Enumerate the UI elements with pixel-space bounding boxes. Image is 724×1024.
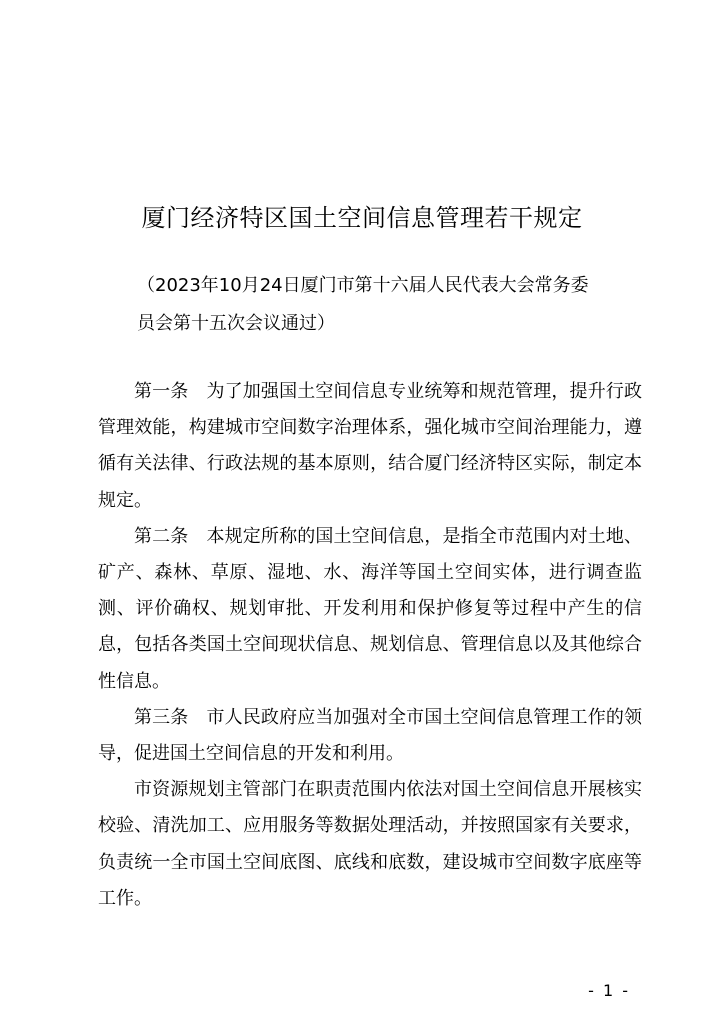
document-title: 厦门经济特区国土空间信息管理若干规定: [141, 204, 583, 232]
article-1: [98, 374, 642, 519]
article-1-text: 为了加强国土空间信息专业统筹和规范管理，提升行政管理效能，构建城市空间数字治理体系，强化城市空间治理能力，遵循有关法律、行政法规的基本原则，结合厦门经济特区实际，制定本规定。: [98, 381, 643, 511]
document-body: [98, 374, 642, 917]
article-3-text: 市人民政府应当加强对全市国土空间信息管理工作的领导，促进国土空间信息的开发和利用。: [98, 706, 643, 765]
article-2-text: 本规定所称的国土空间信息，是指全市范围内对土地、矿产、森林、草原、湿地、水、海洋等国土空间实体，进行调查监测、评价确权、规划审批、开发利用和保护修复等过程中产生的信息，包括各类国土空间现状信息、规划信息、管理信息以及其他综合性信息。: [98, 525, 643, 692]
article-3-paragraph-2: [98, 772, 642, 917]
article-1-heading: 第一条: [134, 381, 189, 402]
article-3: [98, 700, 642, 772]
page-number: - 1 -: [588, 981, 630, 1000]
article-2-heading: 第二条: [134, 525, 189, 547]
article-2: [98, 519, 642, 700]
article-3-heading: 第三条: [134, 706, 189, 728]
adoption-note-line-2: 员会第十五次会议通过）: [137, 313, 335, 334]
adoption-note-line-1: （2023年10月24日厦门市第十六届人民代表大会常务委: [137, 275, 589, 296]
article-3-paragraph-2-text: 市资源规划主管部门在职责范围内依法对国土空间信息开展核实校验、清洗加工、应用服务等数据处理活动，并按照国家有关要求，负责统一全市国土空间底图、底线和底数，建设城市空间数字底座等工作。: [98, 779, 642, 909]
